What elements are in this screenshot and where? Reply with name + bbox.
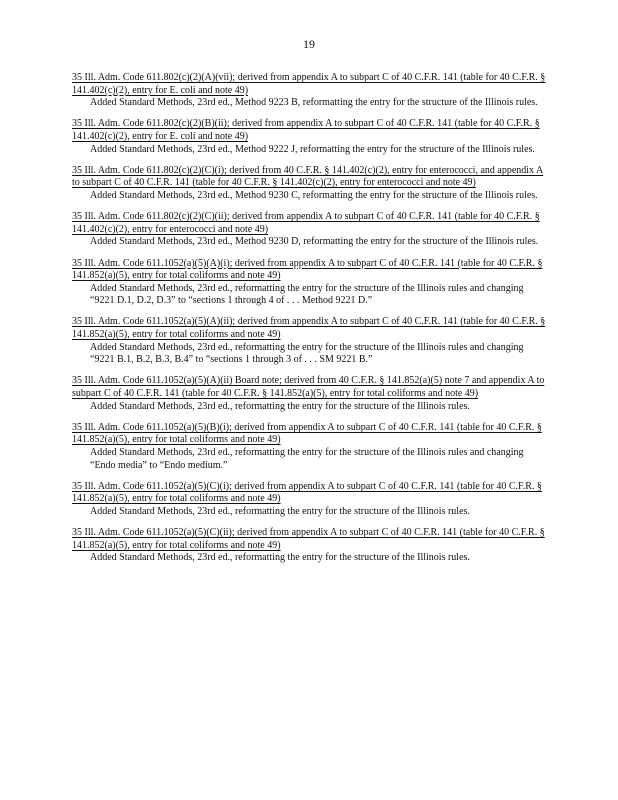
entry-citation: 35 Ill. Adm. Code 611.802(c)(2)(C)(ii); derived from appendix A to subpart C of 40 C.F.R. 141 (table for 40 C.F.R. § 141.402(c)(2), entry for enterococci and note 49) [72, 211, 540, 235]
entry-note: Added Standard Methods, 23rd ed., reformatting the entry for the structure of the Illinois rules and changing “Endo media” to “Endo medium.” [90, 447, 524, 471]
entry-citation: 35 Ill. Adm. Code 611.1052(a)(5)(B)(i); derived from appendix A to subpart C of 40 C.F.R. 141 (table for 40 C.F.R. § 141.852(a)(5), entry for total coliforms and note 49) [72, 421, 542, 446]
entry [72, 258, 546, 308]
entry-citation: 35 Ill. Adm. Code 611.802(c)(2)(A)(vii); derived from appendix A to subpart C of 40 C.F.R. 141 (table for 40 C.F.R. § 141.402(c)(2), entry for E. coli and note 49) [72, 72, 546, 96]
entry-citation: 35 Ill. Adm. Code 611.802(c)(2)(C)(i); derived from 40 C.F.R. § 141.402(c)(2), entry for enterococci, and appendix A to subpart C of 40 C.F.R. 141 (table for 40 C.F.R. § 141.402(c)(2), entry for enterococci and note 49) [72, 164, 544, 189]
entry [72, 211, 546, 249]
entry [72, 118, 546, 156]
entry [72, 72, 546, 110]
entry-note: Added Standard Methods, 23rd ed., Method 9230 C, reformatting the entry for the structure of the Illinois rules. [90, 189, 538, 201]
entry-note: Added Standard Methods, 23rd ed., reformatting the entry for the structure of the Illinois rules. [90, 505, 470, 517]
entry [72, 481, 546, 519]
entry-note: Added Standard Methods, 23rd ed., reformatting the entry for the structure of the Illinois rules and changing “9221 D.1, D.2, D.3” to “sections 1 through 4 of . . . Method 9221 D.” [90, 282, 524, 307]
entry-citation: 35 Ill. Adm. Code 611.1052(a)(5)(C)(i); derived from appendix A to subpart C of 40 C.F.R. 141 (table for 40 C.F.R. § 141.852(a)(5), entry for total coliforms and note 49) [72, 480, 542, 505]
entry [72, 375, 546, 413]
entry-citation: 35 Ill. Adm. Code 611.802(c)(2)(B)(ii); derived from appendix A to subpart C of 40 C.F.R. 141 (table for 40 C.F.R. § 141.402(c)(2), entry for E. coli and note 49) [72, 118, 540, 142]
entry [72, 527, 546, 565]
entry-note: Added Standard Methods, 23rd ed., reformatting the entry for the structure of the Illinois rules and changing “9221 B.1, B.2, B.3, B.4” to “sections 1 through 3 of . . . SM 9221 B.” [90, 341, 524, 366]
entry-note: Added Standard Methods, 23rd ed., reformatting the entry for the structure of the Illinois rules. [90, 552, 470, 564]
entry-citation: 35 Ill. Adm. Code 611.1052(a)(5)(C)(ii); derived from appendix A to subpart C of 40 C.F.R. 141 (table for 40 C.F.R. § 141.852(a)(5), entry for total coliforms and note 49) [72, 527, 545, 551]
entry-note: Added Standard Methods, 23rd ed., Method 9223 B, reformatting the entry for the structure of the Illinois rules. [90, 97, 538, 109]
entry-citation: 35 Ill. Adm. Code 611.1052(a)(5)(A)(i); derived from appendix A to subpart C of 40 C.F.R. 141 (table for 40 C.F.R. § 141.852(a)(5), entry for total coliforms and note 49) [72, 257, 543, 282]
entry-citation: 35 Ill. Adm. Code 611.1052(a)(5)(A)(ii) Board note; derived from 40 C.F.R. § 141.852(a)(5) note 7 and appendix A to subpart C of 40 C.F.R. 141 (table for 40 C.F.R. § 141.852(a)(5), entry for total coliforms and note 49) [72, 375, 545, 400]
entry-note: Added Standard Methods, 23rd ed., Method 9222 J, reformatting the entry for the structure of the Illinois rules. [90, 143, 535, 155]
entry [72, 422, 546, 472]
page-number: 19 [303, 37, 315, 51]
entry-citation: 35 Ill. Adm. Code 611.1052(a)(5)(A)(ii); derived from appendix A to subpart C of 40 C.F.R. 141 (table for 40 C.F.R. § 141.852(a)(5), entry for total coliforms and note 49) [72, 316, 546, 341]
entry [72, 165, 546, 203]
entry-note: Added Standard Methods, 23rd ed., reformatting the entry for the structure of the Illinois rules. [90, 400, 470, 412]
entry-list [72, 72, 546, 574]
entry [72, 316, 546, 366]
entry-note: Added Standard Methods, 23rd ed., Method 9230 D, reformatting the entry for the structure of the Illinois rules. [90, 236, 539, 248]
